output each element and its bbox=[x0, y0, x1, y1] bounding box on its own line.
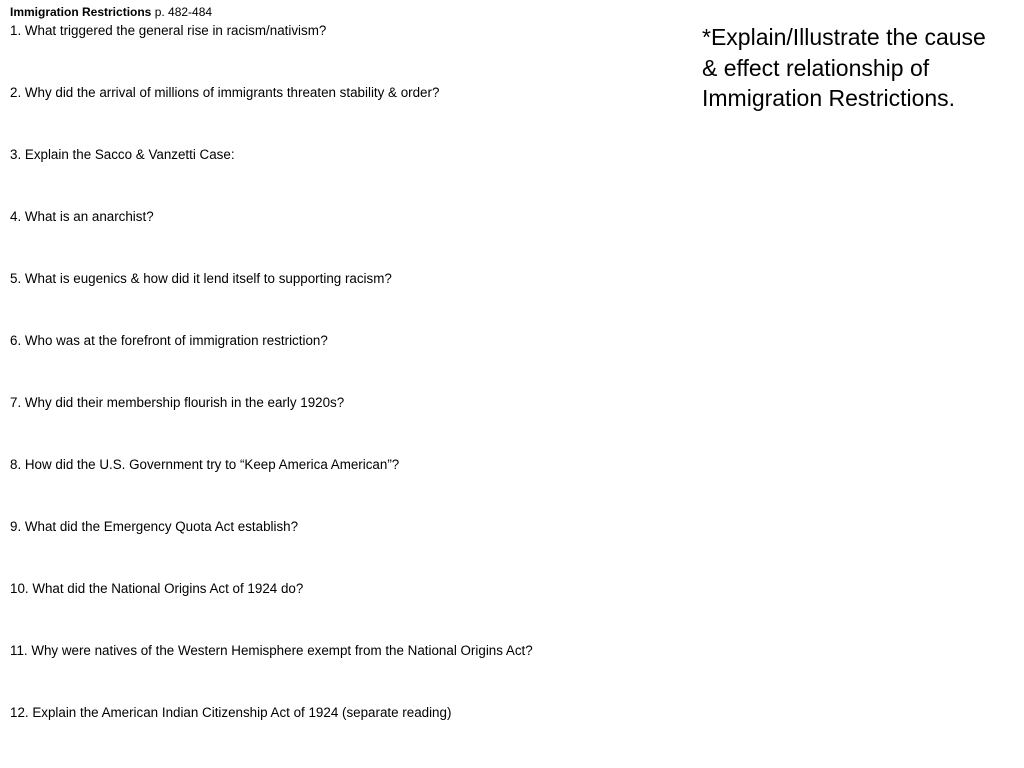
question-item: 10. What did the National Origins Act of 1924 do? bbox=[10, 581, 304, 596]
question-item: 3. Explain the Sacco & Vanzetti Case: bbox=[10, 147, 235, 162]
question-item: 7. Why did their membership flourish in the early 1920s? bbox=[10, 395, 345, 410]
question-item: 9. What did the Emergency Quota Act establish? bbox=[10, 519, 299, 534]
question-item: 5. What is eugenics & how did it lend itself to supporting racism? bbox=[10, 271, 392, 286]
page-range: p. 482-484 bbox=[151, 5, 213, 19]
question-list bbox=[10, 0, 650, 768]
question-item: 4. What is an anarchist? bbox=[10, 209, 154, 224]
question-item: 2. Why did the arrival of millions of immigrants threaten stability & order? bbox=[10, 85, 440, 100]
question-item: 6. Who was at the forefront of immigration restriction? bbox=[10, 333, 328, 348]
question-item: 12. Explain the American Indian Citizenship Act of 1924 (separate reading) bbox=[10, 705, 452, 720]
worksheet-title: Immigration Restrictions bbox=[10, 5, 152, 19]
explain-prompt: *Explain/Illustrate the cause & effect relationship of Immigration Restrictions. bbox=[702, 24, 986, 111]
question-item: 8. How did the U.S. Government try to “Keep America American”? bbox=[10, 457, 400, 472]
question-item: 1. What triggered the general rise in racism/nativism? bbox=[10, 23, 327, 38]
question-item: 11. Why were natives of the Western Hemisphere exempt from the National Origins Act? bbox=[10, 643, 533, 658]
